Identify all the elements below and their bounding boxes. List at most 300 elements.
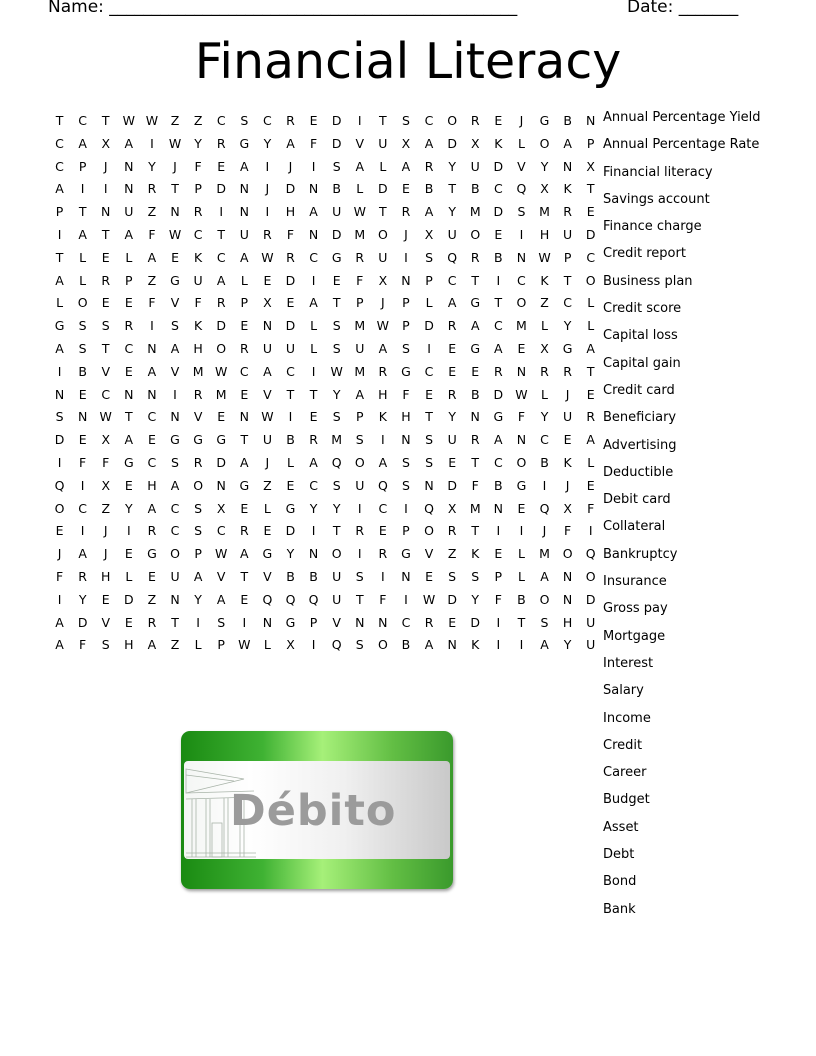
grid-letter: A [216,591,226,607]
grid-letter: F [379,591,387,607]
grid-letter: C [147,454,157,470]
grid-letter: F [564,523,572,539]
grid-letter: E [55,523,64,539]
word-list-item: Beneficiary [603,410,677,426]
grid-letter: Z [147,272,157,288]
grid-letter: W [168,135,182,151]
grid-letter: U [262,340,272,356]
grid-letter: P [494,568,503,584]
grid-row [48,363,602,386]
grid-letter: S [355,432,364,448]
grid-letter: A [355,158,365,174]
grid-letter: K [471,637,480,653]
grid-letter: R [239,523,249,539]
grid-letter: Y [448,204,456,220]
grid-letter: C [55,135,64,151]
grid-letter: E [124,363,133,379]
grid-letter: N [54,386,65,402]
word-list-item: Credit [603,737,643,753]
grid-letter: R [447,523,457,539]
word-list-item: Financial literacy [603,164,713,180]
grid-letter: F [148,295,156,311]
grid-letter: I [542,477,547,493]
grid-letter: L [310,340,318,356]
grid-letter: V [101,614,111,630]
grid-letter: G [539,113,550,128]
word-list-item: Credit report [603,246,686,262]
grid-letter: I [242,614,247,630]
grid-letter: L [125,568,133,584]
grid-letter: M [354,318,366,334]
grid-letter: A [55,272,64,288]
grid-letter: D [424,318,434,334]
page-title: Financial Literacy [194,33,622,90]
grid-letter: P [240,295,249,311]
grid-letter: X [286,637,295,653]
grid-letter: R [586,409,596,425]
grid-letter: A [147,249,157,265]
grid-letter: R [563,204,572,220]
grid-row [48,408,602,431]
grid-letter: S [332,318,341,334]
grid-letter: A [124,226,134,242]
grid-letter: N [355,614,365,630]
grid-letter: P [402,318,410,334]
grid-letter: N [493,500,503,516]
grid-letter: Y [563,318,572,334]
grid-letter: P [55,204,64,220]
grid-row [48,203,602,226]
grid-letter: I [404,500,408,516]
grid-letter: Z [170,113,180,128]
grid-letter: E [101,249,110,265]
grid-letter: W [168,226,182,242]
grid-letter: E [240,386,249,402]
grid-letter: T [563,272,572,288]
grid-letter: E [240,318,249,334]
grid-letter: R [424,158,434,174]
grid-letter: W [145,113,159,128]
grid-letter: C [493,454,503,470]
grid-letter: S [194,500,203,516]
grid-letter: E [124,477,133,493]
grid-row [48,158,602,181]
grid-letter: N [401,432,411,448]
grid-letter: I [57,591,62,607]
grid-letter: V [263,386,272,402]
grid-letter: Y [332,500,341,516]
grid-letter: D [447,477,457,493]
grid-letter: C [216,249,226,265]
grid-letter: R [355,523,365,539]
grid-letter: S [332,477,341,493]
date-field-line: Date: _______ [627,0,739,17]
grid-letter: A [424,637,434,653]
grid-letter: L [240,272,248,288]
grid-letter: G [216,432,227,448]
grid-letter: E [448,363,457,379]
grid-letter: F [494,591,502,607]
grid-letter: N [516,249,527,265]
grid-letter: S [401,454,410,470]
grid-letter: I [381,568,385,584]
grid-letter: I [357,546,362,562]
grid-letter: B [517,591,526,607]
grid-letter: O [516,295,527,311]
grid-letter: E [263,523,272,539]
grid-letter: G [170,432,180,448]
grid-letter: N [239,181,249,197]
grid-letter: T [586,363,595,379]
word-list-item: Credit card [603,382,675,398]
grid-letter: U [447,432,457,448]
grid-letter: U [285,340,296,356]
grid-letter: E [217,158,226,174]
grid-letter: W [515,386,528,402]
grid-letter: O [54,500,65,516]
grid-letter: B [286,432,295,448]
grid-letter: S [78,318,87,334]
grid-letter: G [401,363,411,379]
grid-letter: T [379,204,387,220]
grid-letter: D [124,591,134,607]
grid-letter: D [493,204,504,220]
grid-letter: L [587,295,595,311]
grid-letter: F [587,500,595,516]
grid-letter: U [193,272,203,288]
grid-letter: P [586,135,595,151]
grid-letter: C [309,477,318,493]
grid-letter: C [216,113,226,128]
grid-letter: A [55,340,64,356]
grid-letter: N [101,204,111,220]
grid-letter: R [378,546,388,562]
grid-letter: J [565,477,570,493]
grid-letter: O [216,340,227,356]
grid-letter: U [355,340,365,356]
grid-row [48,340,602,363]
grid-letter: V [517,158,526,174]
grid-letter: T [217,226,226,242]
grid-letter: P [194,181,202,197]
word-list-item: Interest [603,655,654,671]
grid-letter: Z [147,591,157,607]
grid-letter: J [542,523,547,539]
grid-letter: E [78,432,87,448]
grid-letter: S [401,477,410,493]
grid-letter: H [285,204,296,220]
grid-letter: T [471,523,480,539]
grid-letter: W [238,637,251,653]
grid-letter: Q [308,591,319,607]
grid-letter: Y [194,135,202,151]
grid-letter: E [448,614,457,630]
grid-letter: N [586,113,596,128]
grid-letter: X [563,500,572,516]
word-list-item: Bond [603,874,637,890]
word-list-item: Finance charge [603,219,702,235]
grid-letter: U [378,135,388,151]
grid-letter: I [496,272,501,288]
grid-letter: N [424,477,434,493]
letter-grid [48,112,602,659]
grid-letter: U [170,568,180,584]
grid-letter: R [447,318,457,334]
grid-letter: I [427,340,431,356]
grid-letter: U [470,158,480,174]
grid-letter: I [265,158,270,174]
grid-letter: Z [101,500,111,516]
grid-letter: E [101,295,110,311]
grid-letter: G [562,340,573,356]
grid-letter: R [147,181,157,197]
grid-letter: T [471,454,480,470]
grid-letter: Z [147,204,157,220]
grid-letter: F [356,272,364,288]
grid-letter: D [470,614,481,630]
grid-letter: A [240,546,249,562]
grid-letter: D [77,614,88,630]
grid-letter: S [194,523,203,539]
grid-letter: U [332,591,342,607]
grid-letter: S [425,432,434,448]
grid-letter: A [55,637,64,653]
grid-letter: E [471,363,480,379]
grid-letter: I [196,614,200,630]
grid-letter: S [101,637,110,653]
grid-letter: C [55,158,64,174]
grid-letter: A [378,340,388,356]
grid-letter: X [263,295,272,311]
grid-letter: C [78,500,87,516]
grid-letter: D [216,318,227,334]
grid-letter: N [447,637,457,653]
grid-letter: D [331,113,342,128]
grid-letter: I [150,135,154,151]
grid-letter: O [424,523,434,539]
grid-letter: R [563,363,572,379]
grid-letter: T [171,181,179,197]
grid-letter: W [376,318,390,334]
grid-letter: R [147,523,157,539]
grid-letter: I [311,158,316,174]
grid-letter: A [424,204,434,220]
grid-letter: A [170,340,180,356]
grid-row [48,386,602,409]
grid-letter: A [309,204,318,220]
grid-letter: T [425,409,433,425]
grid-letter: N [308,181,319,197]
grid-letter: I [404,591,408,607]
grid-letter: J [173,158,177,174]
grid-letter: R [447,386,457,402]
grid-letter: K [194,249,203,265]
grid-letter: B [401,637,411,653]
grid-letter: L [587,454,595,470]
grid-letter: E [171,249,179,265]
grid-letter: R [286,249,295,265]
grid-letter: N [77,409,88,425]
grid-letter: R [193,204,203,220]
grid-letter: G [285,500,296,516]
grid-letter: R [540,363,549,379]
grid-letter: L [194,637,202,653]
grid-letter: S [171,454,179,470]
debit-card-image [181,731,453,889]
grid-letter: N [470,409,480,425]
grid-letter: J [103,523,108,539]
grid-letter: W [99,409,112,425]
grid-letter: N [170,204,180,220]
grid-letter: U [563,409,573,425]
grid-letter: I [404,249,408,265]
word-list-item: Debt [603,847,635,863]
grid-letter: I [57,454,62,470]
grid-letter: T [286,386,295,402]
grid-letter: P [194,546,202,562]
grid-letter: D [585,591,596,607]
grid-letter: E [217,409,226,425]
grid-letter: B [494,477,503,493]
grid-letter: A [78,546,87,562]
grid-letter: P [563,249,572,265]
grid-letter: W [261,249,274,265]
grid-letter: A [78,135,87,151]
grid-letter: K [563,181,572,197]
grid-letter: B [470,386,480,402]
grid-letter: O [377,637,388,653]
grid-letter: L [356,181,364,197]
grid-letter: G [54,318,65,334]
grid-letter: J [265,181,270,197]
grid-letter: K [563,454,572,470]
word-list-item: Career [603,765,647,781]
grid-letter: S [332,158,341,174]
grid-letter: C [424,113,434,128]
grid-letter: R [216,135,226,151]
grid-letter: S [171,318,179,334]
grid-letter: S [448,568,457,584]
grid-letter: A [401,158,411,174]
grid-letter: E [240,500,249,516]
grid-letter: H [124,637,134,653]
grid-letter: T [240,568,249,584]
grid-letter: L [517,135,525,151]
grid-letter: W [422,591,436,607]
grid-letter: E [124,295,133,311]
grid-letter: O [470,226,481,242]
grid-letter: E [586,204,595,220]
grid-letter: N [170,409,180,425]
grid-letter: W [330,363,343,379]
grid-letter: Y [309,500,318,516]
grid-letter: E [563,432,572,448]
grid-letter: I [496,637,501,653]
grid-letter: U [586,637,596,653]
grid-letter: R [470,113,480,128]
grid-letter: Q [539,500,550,516]
grid-letter: R [216,295,226,311]
grid-row [48,500,602,523]
grid-letter: Y [448,158,456,174]
grid-letter: S [332,340,341,356]
grid-letter: R [493,363,503,379]
grid-letter: W [215,363,228,379]
grid-letter: N [262,614,273,630]
grid-letter: Q [585,546,596,562]
grid-letter: E [517,340,526,356]
grid-letter: C [147,409,157,425]
grid-letter: F [148,226,156,242]
grid-letter: N [562,591,573,607]
grid-letter: A [124,135,134,151]
grid-letter: I [311,637,316,653]
grid-letter: H [378,386,388,402]
grid-letter: L [125,249,133,265]
word-list-item: Gross pay [603,601,668,617]
grid-letter: L [587,318,595,334]
grid-letter: U [262,432,272,448]
grid-letter: W [261,409,274,425]
word-list-item: Asset [603,819,639,835]
grid-letter: T [55,113,64,128]
grid-letter: F [79,454,87,470]
grid-letter: I [80,523,85,539]
grid-letter: V [216,568,226,584]
grid-letter: K [540,272,549,288]
grid-letter: J [404,226,408,242]
grid-letter: T [379,113,387,128]
grid-letter: P [402,523,410,539]
grid-letter: E [402,181,410,197]
grid-letter: C [563,295,572,311]
grid-letter: T [471,272,480,288]
grid-letter: M [354,226,366,242]
grid-letter: C [78,113,87,128]
grid-letter: P [309,614,318,630]
grid-letter: J [103,158,108,174]
grid-letter: Z [170,637,180,653]
grid-letter: H [539,226,550,242]
grid-letter: N [239,204,249,220]
grid-letter: F [309,135,318,151]
grid-letter: J [381,295,385,311]
word-list-item: Debit card [603,492,671,508]
word-list [603,109,761,928]
grid-letter: O [516,454,527,470]
grid-letter: W [122,113,136,128]
grid-letter: H [101,568,111,584]
grid-letter: E [309,409,318,425]
grid-row [48,135,602,158]
grid-letter: C [378,500,388,516]
grid-letter: R [309,432,318,448]
grid-letter: X [101,477,111,493]
grid-letter: I [519,523,524,539]
grid-letter: D [447,135,457,151]
grid-letter: C [193,226,203,242]
grid-letter: M [539,204,550,220]
grid-letter: T [332,295,341,311]
grid-letter: Q [285,591,296,607]
grid-letter: Z [193,113,203,128]
grid-letter: A [193,568,203,584]
grid-letter: X [101,135,111,151]
grid-letter: K [471,546,480,562]
grid-letter: G [239,477,250,493]
grid-letter: T [494,295,503,311]
grid-letter: T [309,386,318,402]
